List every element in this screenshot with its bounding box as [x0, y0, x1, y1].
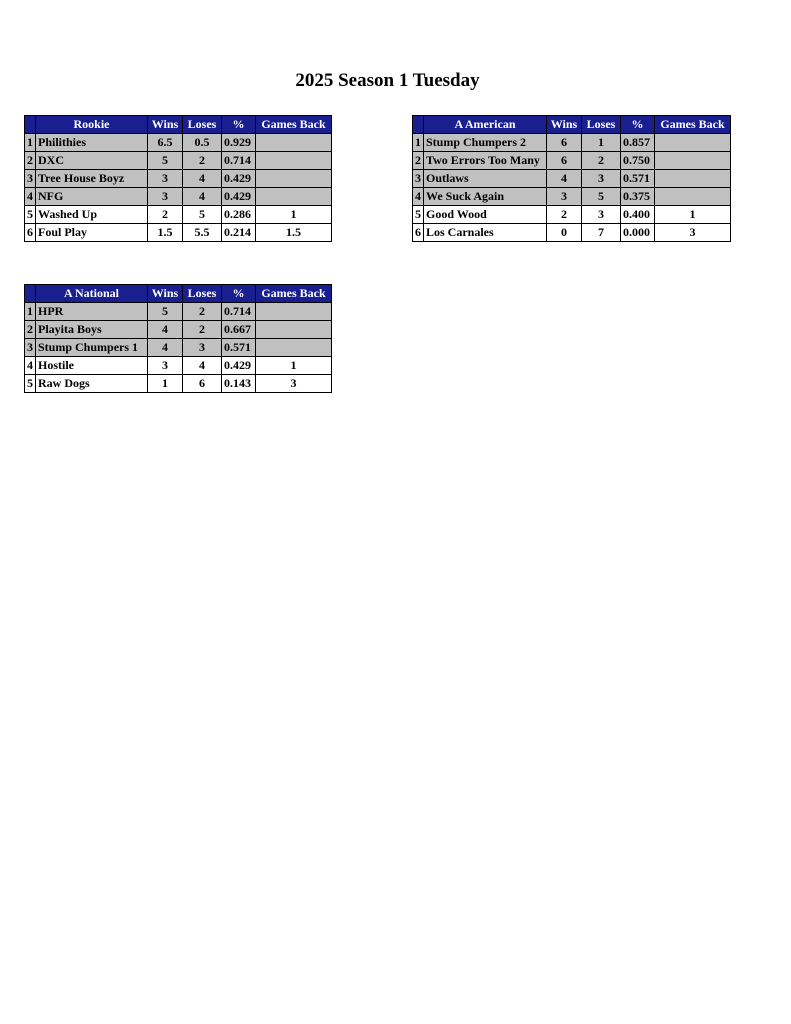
- games-back-cell: 3: [256, 375, 332, 393]
- pct-cell: 0.857: [621, 134, 655, 152]
- loses-cell: 7: [582, 224, 621, 242]
- loses-cell: 5: [183, 206, 222, 224]
- pct-header: %: [222, 285, 256, 303]
- wins-cell: 1: [148, 375, 183, 393]
- rank-cell: 5: [25, 206, 36, 224]
- rank-cell: 6: [413, 224, 424, 242]
- loses-cell: 2: [183, 303, 222, 321]
- team-name-cell: Two Errors Too Many: [424, 152, 547, 170]
- pct-cell: 0.400: [621, 206, 655, 224]
- wins-header: Wins: [148, 285, 183, 303]
- table-row: [25, 170, 332, 188]
- pct-cell: 0.429: [222, 188, 256, 206]
- wins-header: Wins: [148, 116, 183, 134]
- games-back-header: Games Back: [655, 116, 731, 134]
- loses-cell: 3: [183, 339, 222, 357]
- team-name-cell: Outlaws: [424, 170, 547, 188]
- games-back-cell: [256, 339, 332, 357]
- loses-cell: 2: [582, 152, 621, 170]
- rank-cell: 3: [25, 170, 36, 188]
- wins-cell: 5: [148, 303, 183, 321]
- pct-cell: 0.571: [621, 170, 655, 188]
- pct-cell: 0.667: [222, 321, 256, 339]
- table-row: [25, 134, 332, 152]
- games-back-cell: [256, 188, 332, 206]
- rank-cell: 4: [413, 188, 424, 206]
- loses-cell: 4: [183, 357, 222, 375]
- games-back-header: Games Back: [256, 116, 332, 134]
- wins-cell: 0: [547, 224, 582, 242]
- team-name-cell: Tree House Boyz: [36, 170, 148, 188]
- table-row: [413, 152, 731, 170]
- rank-header: [25, 116, 36, 134]
- loses-cell: 0.5: [183, 134, 222, 152]
- games-back-cell: 1.5: [256, 224, 332, 242]
- games-back-cell: [256, 152, 332, 170]
- rank-cell: 1: [25, 303, 36, 321]
- wins-cell: 4: [148, 321, 183, 339]
- team-name-cell: Raw Dogs: [36, 375, 148, 393]
- team-name-cell: DXC: [36, 152, 148, 170]
- national-standings-table: [24, 284, 332, 393]
- rank-header: [25, 285, 36, 303]
- wins-cell: 3: [148, 188, 183, 206]
- loses-cell: 5: [582, 188, 621, 206]
- table-row: [413, 206, 731, 224]
- table-header-row: [413, 116, 731, 134]
- rank-cell: 1: [25, 134, 36, 152]
- loses-cell: 5.5: [183, 224, 222, 242]
- loses-cell: 3: [582, 170, 621, 188]
- american-standings-table: [412, 115, 731, 242]
- table-row: [25, 303, 332, 321]
- pct-cell: 0.929: [222, 134, 256, 152]
- team-name-cell: Playita Boys: [36, 321, 148, 339]
- loses-cell: 2: [183, 321, 222, 339]
- rank-cell: 2: [25, 152, 36, 170]
- pct-header: %: [621, 116, 655, 134]
- loses-cell: 6: [183, 375, 222, 393]
- pct-cell: 0.375: [621, 188, 655, 206]
- team-name-cell: We Suck Again: [424, 188, 547, 206]
- table-row: [413, 134, 731, 152]
- table-row: [25, 224, 332, 242]
- pct-cell: 0.714: [222, 303, 256, 321]
- wins-cell: 3: [547, 188, 582, 206]
- team-name-cell: HPR: [36, 303, 148, 321]
- table-header-row: [25, 285, 332, 303]
- table-row: [413, 170, 731, 188]
- wins-cell: 6: [547, 152, 582, 170]
- games-back-cell: [256, 170, 332, 188]
- table-row: [25, 152, 332, 170]
- wins-cell: 5: [148, 152, 183, 170]
- wins-header: Wins: [547, 116, 582, 134]
- team-name-cell: Stump Chumpers 1: [36, 339, 148, 357]
- loses-header: Loses: [183, 116, 222, 134]
- pct-cell: 0.714: [222, 152, 256, 170]
- wins-cell: 3: [148, 170, 183, 188]
- games-back-cell: [655, 188, 731, 206]
- loses-header: Loses: [183, 285, 222, 303]
- rank-cell: 2: [413, 152, 424, 170]
- rank-header: [413, 116, 424, 134]
- pct-cell: 0.429: [222, 170, 256, 188]
- games-back-cell: 3: [655, 224, 731, 242]
- table-row: [25, 357, 332, 375]
- rank-cell: 2: [25, 321, 36, 339]
- games-back-header: Games Back: [256, 285, 332, 303]
- team-name-cell: NFG: [36, 188, 148, 206]
- games-back-cell: 1: [256, 357, 332, 375]
- wins-cell: 6: [547, 134, 582, 152]
- team-name-cell: Los Carnales: [424, 224, 547, 242]
- games-back-cell: [655, 152, 731, 170]
- rank-cell: 6: [25, 224, 36, 242]
- rank-cell: 4: [25, 188, 36, 206]
- loses-cell: 2: [183, 152, 222, 170]
- table-row: [25, 321, 332, 339]
- pct-cell: 0.000: [621, 224, 655, 242]
- pct-cell: 0.286: [222, 206, 256, 224]
- wins-cell: 4: [148, 339, 183, 357]
- division-name: Rookie: [36, 116, 148, 134]
- rank-cell: 3: [25, 339, 36, 357]
- team-name-cell: Good Wood: [424, 206, 547, 224]
- games-back-cell: [655, 170, 731, 188]
- pct-cell: 0.214: [222, 224, 256, 242]
- division-name: A National: [36, 285, 148, 303]
- team-name-cell: Philithies: [36, 134, 148, 152]
- pct-cell: 0.571: [222, 339, 256, 357]
- games-back-cell: [655, 134, 731, 152]
- wins-cell: 4: [547, 170, 582, 188]
- wins-cell: 6.5: [148, 134, 183, 152]
- table-row: [413, 188, 731, 206]
- table-row: [25, 188, 332, 206]
- table-row: [25, 375, 332, 393]
- games-back-cell: [256, 303, 332, 321]
- games-back-cell: 1: [655, 206, 731, 224]
- rank-cell: 3: [413, 170, 424, 188]
- wins-cell: 2: [148, 206, 183, 224]
- page-title: 2025 Season 1 Tuesday: [295, 70, 480, 91]
- team-name-cell: Washed Up: [36, 206, 148, 224]
- pct-cell: 0.143: [222, 375, 256, 393]
- pct-cell: 0.750: [621, 152, 655, 170]
- pct-cell: 0.429: [222, 357, 256, 375]
- rookie-standings-table: [24, 115, 332, 242]
- games-back-cell: [256, 321, 332, 339]
- rank-cell: 5: [413, 206, 424, 224]
- table-row: [25, 206, 332, 224]
- team-name-cell: Stump Chumpers 2: [424, 134, 547, 152]
- team-name-cell: Hostile: [36, 357, 148, 375]
- table-row: [25, 339, 332, 357]
- division-name: A American: [424, 116, 547, 134]
- games-back-cell: [256, 134, 332, 152]
- loses-header: Loses: [582, 116, 621, 134]
- wins-cell: 1.5: [148, 224, 183, 242]
- wins-cell: 3: [148, 357, 183, 375]
- loses-cell: 3: [582, 206, 621, 224]
- pct-header: %: [222, 116, 256, 134]
- rank-cell: 4: [25, 357, 36, 375]
- rank-cell: 5: [25, 375, 36, 393]
- table-row: [413, 224, 731, 242]
- loses-cell: 4: [183, 188, 222, 206]
- games-back-cell: 1: [256, 206, 332, 224]
- loses-cell: 1: [582, 134, 621, 152]
- table-header-row: [25, 116, 332, 134]
- loses-cell: 4: [183, 170, 222, 188]
- rank-cell: 1: [413, 134, 424, 152]
- wins-cell: 2: [547, 206, 582, 224]
- team-name-cell: Foul Play: [36, 224, 148, 242]
